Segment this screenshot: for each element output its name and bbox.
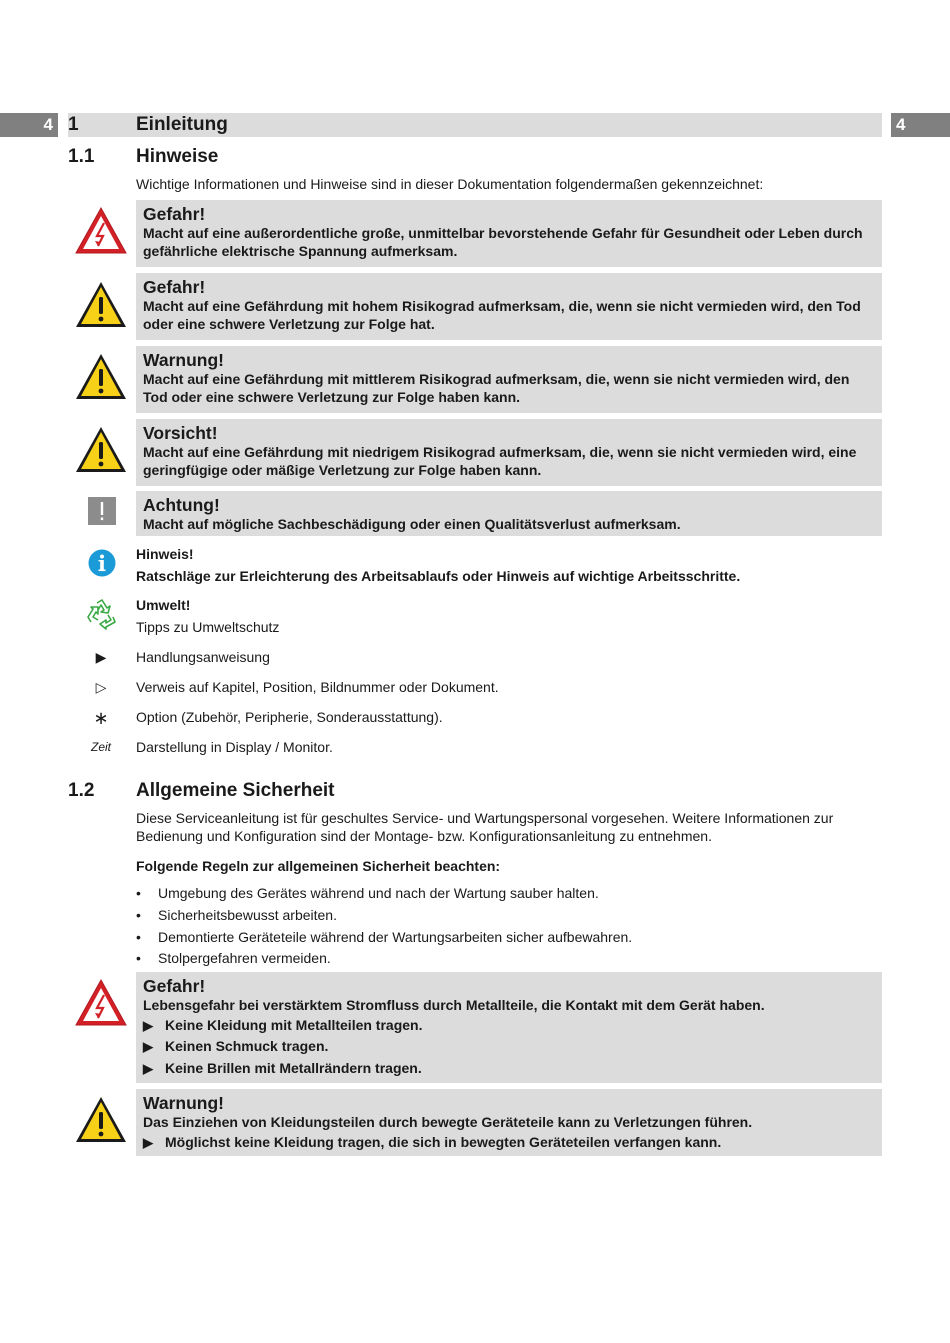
section-intro: Diese Serviceanleitung ist für geschultes Service- und Wartungspersonal vorgesehen. Weitere Informationen zur Bedienung und Konfiguration sind der Montage- bzw. Konfigurationsanleitung zu entnehmen. (136, 810, 834, 844)
warning-box (136, 1089, 882, 1156)
option-asterisk-icon: ∗ (93, 708, 109, 728)
step-item (143, 1058, 875, 1080)
step-text: Keinen Schmuck tragen. (165, 1038, 329, 1054)
rule-item: Sicherheitsbewusst arbeiten. (158, 907, 337, 923)
step-text: Keine Brillen mit Metallrändern tragen. (165, 1059, 422, 1076)
page-number-left: 4 (0, 113, 58, 137)
warning-triangle-icon (74, 1095, 128, 1145)
box-text: Macht auf mögliche Sachbeschädigung oder einen Qualitätsverlust aufmerksam. (143, 516, 681, 532)
rule-item: Stolpergefahren vermeiden. (158, 950, 331, 966)
electric-hazard-icon (74, 978, 128, 1028)
warning-triangle-icon (74, 425, 128, 475)
display-label: Zeit (90, 740, 111, 754)
bullet: • (136, 950, 141, 966)
danger-electric-box (136, 972, 882, 1083)
rule-item: Umgebung des Gerätes während und nach der Wartung sauber halten. (158, 885, 599, 901)
electric-hazard-icon (74, 206, 128, 256)
section-title: Hinweise (136, 146, 219, 167)
hinweis-title: Hinweis! (136, 546, 194, 562)
step-item (143, 1015, 875, 1037)
box-title: Warnung! (143, 350, 224, 370)
action-arrow-icon: ▶ (95, 649, 107, 665)
box-text: Macht auf eine außerordentliche große, unmittelbar bevorstehende Gefahr für Gesundheit oder Leben durch gefährliche elektrische Spannung aufmerksam. (143, 225, 863, 259)
chapter-title: Einleitung (136, 114, 228, 135)
warning-triangle-icon (74, 280, 128, 330)
bullet: • (136, 929, 141, 945)
section-number: 1.2 (68, 780, 95, 801)
box-text: Macht auf eine Gefährdung mit hohem Risikograd aufmerksam, die, wenn sie nicht vermieden wird, den Tod oder eine schwere Verletzung zur Folge hat. (143, 298, 861, 332)
box-title: Gefahr! (143, 277, 206, 297)
legend-text: Verweis auf Kapitel, Position, Bildnummer oder Dokument. (136, 679, 499, 695)
danger-box (136, 273, 882, 340)
legend-text: Option (Zubehör, Peripherie, Sonderausstattung). (136, 709, 443, 725)
legend-text: Darstellung in Display / Monitor. (136, 739, 333, 755)
action-arrow-icon: ▶ (143, 1017, 153, 1033)
action-arrow-icon: ▶ (143, 1060, 153, 1076)
info-icon (88, 549, 116, 577)
bullet: • (136, 907, 141, 923)
section-title: Allgemeine Sicherheit (136, 780, 335, 801)
danger-electric-box (136, 200, 882, 267)
recycle-icon (86, 598, 118, 630)
step-text: Keine Kleidung mit Metallteilen tragen. (165, 1016, 423, 1033)
box-title: Warnung! (143, 1093, 224, 1113)
legend-text: Handlungsanweisung (136, 649, 270, 665)
box-text: Das Einziehen von Kleidungsteilen durch bewegte Geräteteile kann zu Verletzungen führen. (143, 1114, 753, 1130)
box-text: Lebensgefahr bei verstärktem Stromfluss durch Metallteile, die Kontakt mit dem Gerät haben. (143, 997, 765, 1013)
attention-box (136, 491, 882, 536)
section-intro: Wichtige Informationen und Hinweise sind in dieser Dokumentation folgendermaßen gekennzeichnet: (136, 176, 764, 192)
box-title: Vorsicht! (143, 423, 218, 443)
chapter-number: 1 (68, 114, 79, 135)
rules-heading: Folgende Regeln zur allgemeinen Sicherheit beachten: (136, 858, 501, 874)
bullet: • (136, 885, 141, 901)
step-text: Möglichst keine Kleidung tragen, die sich in bewegten Geräteteilen verfangen kann. (165, 1133, 722, 1150)
section-number: 1.1 (68, 146, 95, 167)
box-title: Achtung! (143, 495, 220, 515)
box-text: Macht auf eine Gefährdung mit mittlerem Risikograd aufmerksam, die, wenn sie nicht vermieden wird, den Tod oder eine schwere Verletzung zur Folge haben kann. (143, 371, 850, 405)
umwelt-text: Tipps zu Umweltschutz (136, 619, 280, 635)
box-title: Gefahr! (143, 204, 206, 224)
action-arrow-icon: ▶ (143, 1039, 153, 1054)
attention-square-icon (88, 497, 116, 525)
box-title: Gefahr! (143, 976, 206, 996)
action-arrow-icon: ▶ (143, 1134, 153, 1150)
hinweis-text: Ratschläge zur Erleichterung des Arbeitsablaufs oder Hinweis auf wichtige Arbeitsschritte. (136, 568, 741, 584)
rule-item: Demontierte Geräteteile während der Wartungsarbeiten sicher aufbewahren. (158, 929, 633, 945)
reference-arrow-icon: ▷ (95, 679, 107, 695)
page-number-right: 4 (891, 113, 950, 137)
warning-triangle-icon (74, 352, 128, 402)
step-item (143, 1132, 875, 1154)
warning-box (136, 346, 882, 413)
umwelt-title: Umwelt! (136, 597, 191, 613)
caution-box (136, 419, 882, 486)
step-item (143, 1036, 875, 1058)
box-text: Macht auf eine Gefährdung mit niedrigem Risikograd aufmerksam, die, wenn sie nicht vermieden wird, eine geringfügige oder mäßige Verletzung zur Folge haben kann. (143, 444, 857, 478)
